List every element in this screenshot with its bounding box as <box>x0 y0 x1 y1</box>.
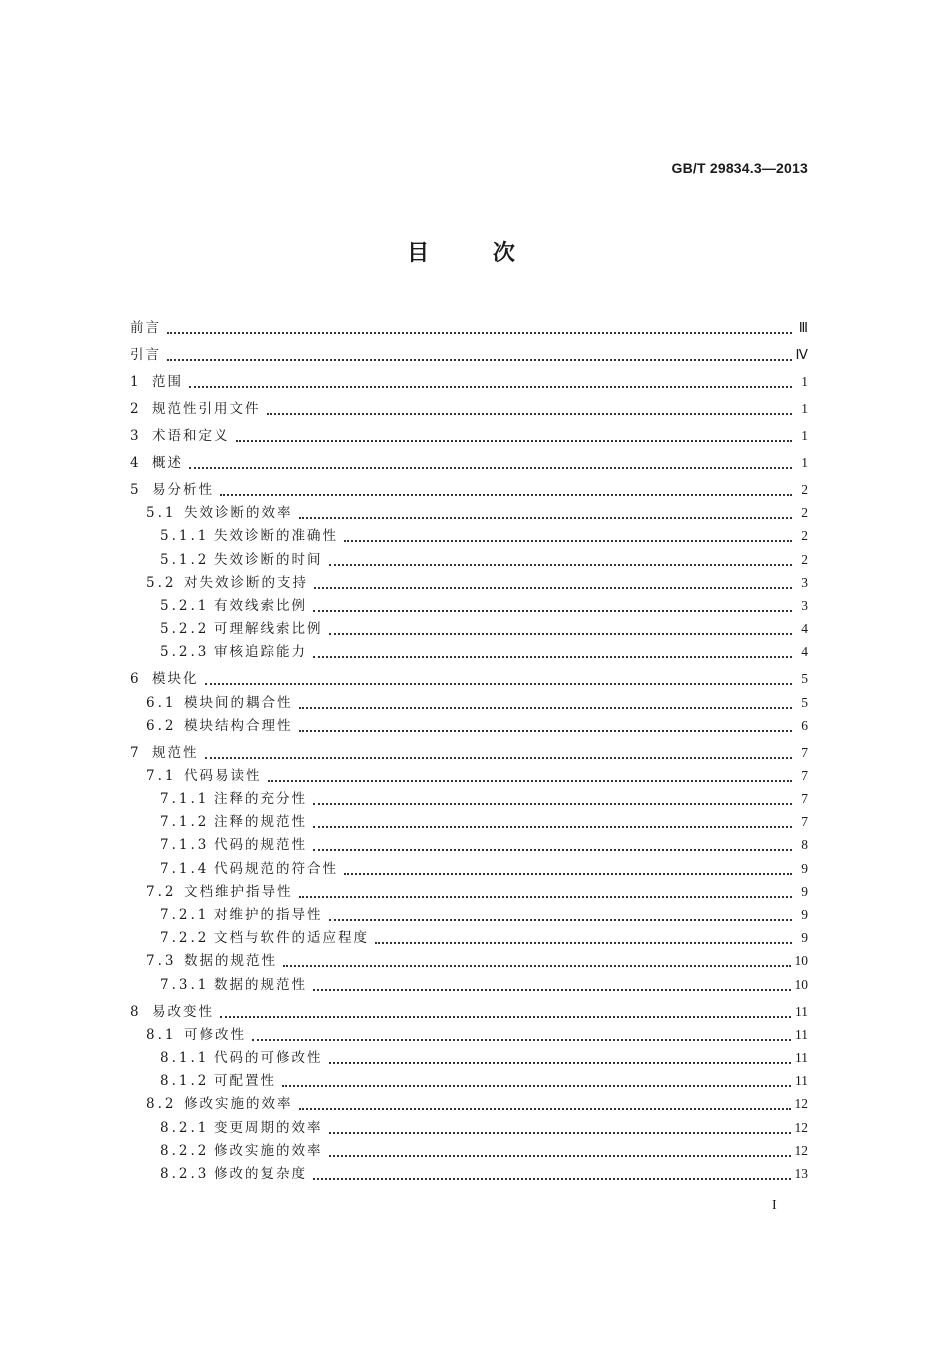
dot-leader <box>329 563 793 566</box>
toc-entry-number: 7.2.2 <box>160 930 210 947</box>
toc-entry-number: 6.2 <box>146 717 177 734</box>
toc-entry[interactable] <box>130 570 808 593</box>
toc-entry-page: 5 <box>801 694 808 710</box>
dot-leader <box>313 988 791 991</box>
toc-entry-label: 模块结构合理性 <box>184 717 293 734</box>
toc-entry[interactable] <box>130 1161 808 1184</box>
toc-entry-page: 7 <box>801 791 808 807</box>
dot-leader <box>344 872 792 875</box>
dot-leader <box>267 412 793 415</box>
toc-entry-page: 9 <box>801 907 808 922</box>
toc-entry-number: 5.2 <box>146 574 177 591</box>
toc-entry[interactable] <box>130 786 808 809</box>
toc-entry[interactable] <box>130 763 808 786</box>
toc-entry-label: 前言 <box>130 320 161 336</box>
toc-entry-number: 5.1.1 <box>160 528 210 545</box>
toc-entry-page: 7 <box>801 744 808 760</box>
toc-entry-label: 代码易读性 <box>184 767 262 784</box>
toc-entry-label: 代码规范的符合性 <box>214 860 338 877</box>
dot-leader <box>299 729 793 732</box>
toc-entry-page: 11 <box>795 1049 808 1065</box>
dot-leader <box>313 655 792 658</box>
dot-leader <box>329 918 793 921</box>
toc-entry-number: 7.1.3 <box>160 837 210 854</box>
toc-entry-number: 1 <box>130 374 142 390</box>
toc-entry-number: 5.2.1 <box>160 597 210 614</box>
toc-entry-label: 失效诊断的准确性 <box>214 528 338 545</box>
toc-entry-label: 修改实施的效率 <box>214 1142 323 1159</box>
toc-entry-number: 7.2.1 <box>160 907 210 923</box>
dot-leader <box>189 385 792 388</box>
toc-entry[interactable] <box>130 1068 808 1091</box>
toc-entry-number: 6 <box>130 671 142 688</box>
toc-entry-label: 修改实施的效率 <box>184 1096 293 1113</box>
toc-entry[interactable] <box>130 365 808 392</box>
toc-entry-number: 7.1.2 <box>160 814 210 831</box>
toc-entry-page: 12 <box>794 1119 808 1135</box>
dot-leader <box>314 586 792 589</box>
toc-entry-number: 7.1 <box>146 767 177 784</box>
toc-entry-page: 9 <box>801 930 808 946</box>
toc-entry-label: 修改的复杂度 <box>214 1165 307 1182</box>
toc-entry-label: 有效线索比例 <box>214 597 307 614</box>
dot-leader <box>313 802 792 805</box>
toc-entry-number: 5.1.2 <box>160 551 210 568</box>
toc-entry-number: 8.1 <box>146 1026 177 1043</box>
toc-entry-label: 变更周期的效率 <box>214 1119 323 1136</box>
dot-leader <box>283 964 791 967</box>
toc-entry-label: 对维护的指导性 <box>214 907 323 923</box>
toc-entry[interactable] <box>130 446 808 473</box>
dot-leader <box>205 682 793 685</box>
toc-entry[interactable] <box>130 473 808 500</box>
dot-leader <box>205 756 793 759</box>
dot-leader <box>220 493 792 496</box>
toc-entry[interactable] <box>130 523 808 546</box>
toc-entry-number: 7.2 <box>146 883 177 900</box>
toc-entry[interactable] <box>130 616 808 639</box>
dot-leader <box>299 1107 791 1110</box>
toc-entry-number: 7 <box>130 744 142 761</box>
toc-entry[interactable] <box>130 902 808 925</box>
toc-entry-page: 11 <box>795 1073 808 1089</box>
toc-entry[interactable] <box>130 593 808 616</box>
toc-entry[interactable] <box>130 879 808 902</box>
toc-entry-page: 13 <box>794 1165 808 1181</box>
toc-entry-page: 7 <box>801 767 808 783</box>
toc-entry-page: 1 <box>801 428 808 443</box>
toc-entry-page: 9 <box>801 883 808 899</box>
toc-entry-page: 3 <box>801 597 808 613</box>
toc-entry-label: 数据的规范性 <box>214 976 307 993</box>
page-number: I <box>772 1198 777 1213</box>
toc-entry[interactable] <box>130 855 808 878</box>
dot-leader <box>344 539 792 542</box>
toc-entry-label: 规范性 <box>152 744 199 761</box>
dot-leader <box>167 358 792 361</box>
toc-entry-label: 概述 <box>152 455 183 471</box>
toc-entry[interactable] <box>130 1091 808 1114</box>
toc-entry-number: 8 <box>130 1003 142 1020</box>
toc-entry-page: 12 <box>794 1096 808 1112</box>
toc-entry-label: 模块化 <box>152 671 199 688</box>
toc-entry[interactable] <box>130 1045 808 1068</box>
toc-entry[interactable] <box>130 392 808 419</box>
toc-entry-page: 4 <box>801 644 808 660</box>
toc-entry-number: 3 <box>130 428 142 444</box>
toc-entry-number: 7.1.4 <box>160 860 210 877</box>
toc-entry[interactable] <box>130 639 808 662</box>
dot-leader <box>189 466 792 469</box>
toc-entry-number: 8.2 <box>146 1096 177 1113</box>
toc-entry-page: 1 <box>801 374 808 389</box>
toc-entry-label: 失效诊断的效率 <box>184 505 293 522</box>
toc-entry-page: 2 <box>801 528 808 544</box>
toc-entry-number: 5 <box>130 482 142 498</box>
toc-entry[interactable] <box>130 338 808 365</box>
dot-leader <box>313 609 792 612</box>
toc-entry-label: 数据的规范性 <box>184 953 277 970</box>
dot-leader <box>375 941 792 944</box>
toc-entry[interactable] <box>130 995 808 1022</box>
toc-entry-page: 9 <box>801 860 808 876</box>
toc-entry-number: 4 <box>130 455 142 471</box>
toc-entry-number: 8.1.2 <box>160 1073 210 1090</box>
toc-entry[interactable] <box>130 948 808 971</box>
toc-entry-page: 2 <box>801 482 808 497</box>
toc-entry-number: 8.2.1 <box>160 1119 210 1136</box>
toc-entry-page: 1 <box>801 455 808 470</box>
toc-entry-label: 文档与软件的适应程度 <box>214 930 369 947</box>
toc-entry-page: 1 <box>801 401 808 416</box>
toc-entry-page: 11 <box>795 1026 808 1042</box>
toc-entry-label: 易分析性 <box>152 482 214 498</box>
dot-leader <box>329 1061 792 1064</box>
toc-entry-label: 易改变性 <box>152 1003 214 1020</box>
table-of-contents <box>130 311 808 1184</box>
standard-identifier: GB/T 29834.3—2013 <box>671 160 808 176</box>
toc-entry[interactable] <box>130 1114 808 1137</box>
toc-entry-number: 7.1.1 <box>160 791 210 808</box>
toc-entry[interactable] <box>130 713 808 736</box>
dot-leader <box>329 1131 791 1134</box>
toc-entry-page: 2 <box>801 551 808 567</box>
toc-entry-number: 2 <box>130 401 142 417</box>
toc-entry-label: 对失效诊断的支持 <box>184 574 308 591</box>
dot-leader <box>268 779 793 782</box>
toc-entry-label: 注释的充分性 <box>214 791 307 808</box>
toc-entry-number: 7.3.1 <box>160 976 210 993</box>
dot-leader <box>167 331 792 334</box>
dot-leader <box>220 1015 791 1018</box>
toc-entry-number: 5.2.2 <box>160 621 210 638</box>
toc-entry-number: 5.1 <box>146 505 177 522</box>
toc-entry-number: 6.1 <box>146 694 177 711</box>
toc-entry-page: 6 <box>801 717 808 733</box>
toc-entry-label: 可理解线索比例 <box>214 621 323 638</box>
dot-leader <box>252 1038 791 1041</box>
toc-entry-page: 7 <box>801 814 808 830</box>
dot-leader <box>329 1154 791 1157</box>
toc-entry-page: Ⅳ <box>795 347 808 362</box>
toc-entry[interactable] <box>130 1138 808 1161</box>
toc-entry-page: 10 <box>794 953 808 969</box>
toc-entry[interactable] <box>130 832 808 855</box>
dot-leader <box>299 516 793 519</box>
toc-entry-page: 3 <box>801 574 808 590</box>
dot-leader <box>329 632 793 635</box>
dot-leader <box>313 825 792 828</box>
toc-entry[interactable] <box>130 500 808 523</box>
toc-entry-page: 11 <box>795 1003 808 1019</box>
toc-entry[interactable] <box>130 662 808 689</box>
toc-entry[interactable] <box>130 971 808 994</box>
toc-entry-label: 范围 <box>152 374 183 390</box>
toc-title: 目 次 <box>407 241 543 266</box>
toc-entry-number: 8.2.3 <box>160 1165 210 1182</box>
toc-entry[interactable] <box>130 809 808 832</box>
toc-entry-page: 12 <box>794 1142 808 1158</box>
toc-entry-number: 8.2.2 <box>160 1142 210 1159</box>
dot-leader <box>313 1177 791 1180</box>
toc-entry-label: 可配置性 <box>214 1073 276 1090</box>
toc-entry[interactable] <box>130 311 808 338</box>
toc-entry[interactable] <box>130 689 808 712</box>
toc-entry[interactable] <box>130 419 808 446</box>
toc-entry-label: 注释的规范性 <box>214 814 307 831</box>
toc-entry-label: 失效诊断的时间 <box>214 551 323 568</box>
toc-entry-label: 文档维护指导性 <box>184 883 293 900</box>
toc-entry-page: 8 <box>801 837 808 853</box>
toc-entry-page: 5 <box>801 671 808 687</box>
toc-entry-number: 7.3 <box>146 953 177 970</box>
dot-leader <box>313 848 792 851</box>
toc-entry[interactable] <box>130 736 808 763</box>
toc-entry-label: 审核追踪能力 <box>214 644 307 661</box>
toc-entry-page: 4 <box>801 621 808 637</box>
dot-leader <box>299 706 793 709</box>
toc-entry-label: 代码的规范性 <box>214 837 307 854</box>
toc-entry[interactable] <box>130 1022 808 1045</box>
dot-leader <box>299 895 793 898</box>
toc-entry-page: Ⅲ <box>798 320 808 335</box>
toc-entry-label: 术语和定义 <box>152 428 230 444</box>
toc-entry-label: 代码的可修改性 <box>214 1049 323 1066</box>
toc-entry-page: 10 <box>794 976 808 992</box>
toc-entry-label: 引言 <box>130 347 161 363</box>
toc-entry[interactable] <box>130 546 808 569</box>
toc-entry-label: 可修改性 <box>184 1026 246 1043</box>
toc-entry[interactable] <box>130 925 808 948</box>
dot-leader <box>282 1084 791 1087</box>
toc-entry-label: 模块间的耦合性 <box>184 694 293 711</box>
toc-entry-page: 2 <box>801 505 808 521</box>
toc-entry-number: 8.1.1 <box>160 1049 210 1066</box>
dot-leader <box>236 439 793 442</box>
toc-entry-label: 规范性引用文件 <box>152 401 261 417</box>
toc-entry-number: 5.2.3 <box>160 644 210 661</box>
